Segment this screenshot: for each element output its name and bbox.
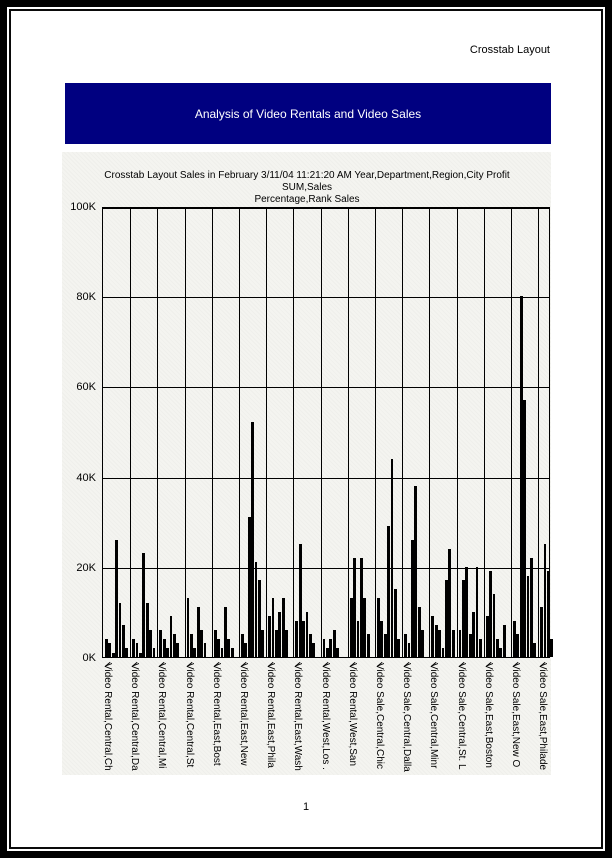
bar bbox=[146, 603, 149, 657]
bar bbox=[493, 594, 496, 657]
y-axis-tick-label: 40K bbox=[76, 471, 96, 484]
bar bbox=[387, 526, 390, 657]
bar bbox=[377, 598, 380, 657]
bar bbox=[404, 634, 407, 657]
bar bbox=[499, 648, 502, 657]
bar bbox=[139, 653, 142, 658]
bar bbox=[299, 544, 302, 657]
x-axis-label: Video Rental,Central,Mi bbox=[156, 663, 168, 769]
bar bbox=[391, 459, 394, 657]
gridline-vertical bbox=[293, 208, 294, 657]
gridline-vertical bbox=[239, 208, 240, 657]
x-axis-label: Video Sale,East,New O bbox=[510, 663, 521, 768]
bar bbox=[326, 648, 329, 657]
bar bbox=[231, 648, 234, 657]
bar bbox=[275, 630, 278, 657]
bar bbox=[132, 639, 135, 657]
bar bbox=[214, 630, 217, 657]
gridline-horizontal bbox=[103, 297, 549, 298]
bar bbox=[489, 571, 492, 657]
y-axis-tick-label: 100K bbox=[70, 201, 96, 213]
bar bbox=[261, 630, 264, 657]
chart-title-line-2: Percentage,Rank Sales bbox=[254, 194, 360, 205]
bar bbox=[367, 634, 370, 657]
bar bbox=[136, 643, 139, 657]
bar bbox=[411, 540, 414, 657]
bar bbox=[540, 607, 543, 657]
bar bbox=[244, 643, 247, 657]
bar bbox=[530, 558, 533, 657]
report-title: Analysis of Video Rentals and Video Sales bbox=[194, 106, 422, 121]
x-axis-label: Video Rental,East,Bost bbox=[210, 663, 222, 766]
bar-chart-plot-area bbox=[102, 207, 550, 658]
bar bbox=[550, 639, 553, 657]
bar bbox=[173, 634, 176, 657]
bar bbox=[448, 549, 451, 657]
gridline-vertical bbox=[348, 208, 349, 657]
bar bbox=[533, 643, 536, 657]
bar bbox=[278, 612, 281, 657]
y-axis-tick-label: 80K bbox=[76, 291, 96, 304]
bar bbox=[112, 653, 115, 658]
bar bbox=[282, 598, 285, 657]
gridline-vertical bbox=[321, 208, 322, 657]
bar bbox=[323, 639, 326, 657]
bar bbox=[142, 553, 145, 657]
gridline-vertical bbox=[375, 208, 376, 657]
bar bbox=[336, 648, 339, 657]
bar bbox=[108, 643, 111, 657]
bar bbox=[285, 630, 288, 657]
bar bbox=[408, 643, 411, 657]
bar bbox=[204, 643, 207, 657]
bar bbox=[350, 598, 353, 657]
bar bbox=[476, 567, 479, 657]
bar bbox=[363, 598, 366, 657]
bar bbox=[190, 634, 193, 657]
bar bbox=[520, 296, 523, 657]
gridline-vertical bbox=[157, 208, 158, 657]
x-axis-label: Video Rental,West,Los . bbox=[319, 663, 331, 770]
x-axis-label: Video Rental,Central,St bbox=[183, 663, 195, 768]
bar bbox=[295, 621, 298, 657]
bar bbox=[333, 630, 336, 657]
x-axis-label: Video Rental,Central,Ch bbox=[102, 663, 113, 771]
gridline-vertical bbox=[457, 208, 458, 657]
bar bbox=[309, 634, 312, 657]
bar bbox=[248, 517, 251, 657]
gridline-vertical bbox=[511, 208, 512, 657]
x-axis-label: Video Sale,Central,Minr bbox=[428, 663, 440, 769]
bar bbox=[227, 639, 230, 657]
x-axis-label: Video Rental,West,San bbox=[346, 663, 358, 767]
bar bbox=[452, 630, 455, 657]
x-axis-label: Video Sale,East,Philade bbox=[537, 663, 549, 771]
bar bbox=[125, 648, 128, 657]
bar bbox=[421, 630, 424, 657]
bar bbox=[193, 648, 196, 657]
bar bbox=[251, 422, 254, 657]
gridline-horizontal bbox=[103, 387, 549, 388]
bar bbox=[503, 625, 506, 657]
bar bbox=[306, 612, 309, 657]
bar bbox=[462, 580, 465, 657]
bar bbox=[255, 562, 258, 657]
bar bbox=[418, 607, 421, 657]
bar bbox=[163, 639, 166, 657]
bar bbox=[547, 571, 550, 657]
bar bbox=[414, 486, 417, 657]
gridline-horizontal bbox=[103, 568, 549, 569]
report-title-banner bbox=[65, 83, 551, 144]
gridline-vertical bbox=[402, 208, 403, 657]
bar bbox=[431, 616, 434, 657]
gridline-vertical bbox=[185, 208, 186, 657]
bar bbox=[119, 603, 122, 657]
chart-panel bbox=[62, 152, 551, 775]
x-axis-label: Video Rental,Central,Da bbox=[129, 663, 141, 771]
x-axis-label: Video Sale,Central,St. L bbox=[455, 663, 467, 770]
bar bbox=[516, 634, 519, 657]
bar bbox=[397, 639, 400, 657]
gridline-vertical bbox=[130, 208, 131, 657]
gridline-vertical bbox=[484, 208, 485, 657]
bar bbox=[187, 598, 190, 657]
gridline-horizontal bbox=[103, 478, 549, 479]
bar bbox=[268, 616, 271, 657]
bar bbox=[197, 607, 200, 657]
gridline-vertical bbox=[266, 208, 267, 657]
bar bbox=[380, 621, 383, 657]
chart-title bbox=[82, 170, 532, 206]
bar bbox=[496, 639, 499, 657]
bar bbox=[105, 639, 108, 657]
x-axis-label: Video Rental,East,New bbox=[238, 663, 249, 766]
bar bbox=[486, 616, 489, 657]
bar bbox=[166, 648, 169, 657]
y-axis-tick-label: 0K bbox=[82, 652, 96, 664]
bar bbox=[221, 648, 224, 657]
page-number: 1 bbox=[302, 801, 310, 813]
bar bbox=[224, 607, 227, 657]
bar bbox=[272, 598, 275, 657]
bar bbox=[465, 567, 468, 657]
gridline-vertical bbox=[212, 208, 213, 657]
bar bbox=[479, 639, 482, 657]
bar bbox=[442, 648, 445, 657]
bar bbox=[153, 648, 156, 657]
bar bbox=[200, 630, 203, 657]
bar bbox=[159, 630, 162, 657]
y-axis-tick-label: 20K bbox=[76, 561, 96, 574]
x-axis-label: Video Sale,Central,Chic bbox=[374, 663, 385, 769]
gridline-horizontal bbox=[103, 208, 549, 209]
bar bbox=[176, 643, 179, 657]
bar bbox=[360, 558, 363, 657]
bar bbox=[513, 621, 516, 657]
bar bbox=[241, 634, 244, 657]
bar bbox=[329, 639, 332, 657]
bar bbox=[217, 639, 220, 657]
gridline-vertical bbox=[538, 208, 539, 657]
bar bbox=[459, 630, 462, 657]
bar bbox=[312, 643, 315, 657]
bar bbox=[170, 616, 173, 657]
bar bbox=[469, 634, 472, 657]
bar bbox=[302, 621, 305, 657]
bar bbox=[544, 544, 547, 657]
bar bbox=[384, 634, 387, 657]
bar bbox=[527, 576, 530, 657]
bar bbox=[149, 630, 152, 657]
y-axis-tick-label: 60K bbox=[76, 381, 96, 394]
bar bbox=[115, 540, 118, 657]
bar bbox=[258, 580, 261, 657]
chart-title-line-1: Crosstab Layout Sales in February 3/11/04 11:21:20 AM Year,Department,Region,City Profit SUM,Sales bbox=[104, 170, 510, 193]
x-axis-label: Video Sale,Central,Dalla bbox=[401, 663, 413, 772]
bar bbox=[353, 558, 356, 657]
gridline-vertical bbox=[429, 208, 430, 657]
bar bbox=[523, 400, 526, 657]
x-axis-label: Video Rental,East,Wash bbox=[292, 663, 304, 771]
x-axis-label: Video Sale,East,Boston bbox=[482, 663, 494, 768]
bar bbox=[357, 621, 360, 657]
bar bbox=[438, 630, 441, 657]
bar bbox=[122, 625, 125, 657]
bar bbox=[445, 580, 448, 657]
bar bbox=[472, 612, 475, 657]
bar bbox=[435, 625, 438, 657]
bar bbox=[394, 589, 397, 657]
x-axis-label: Video Rental,East,Phila bbox=[265, 663, 277, 768]
report-header-label: Crosstab Layout bbox=[469, 44, 550, 56]
